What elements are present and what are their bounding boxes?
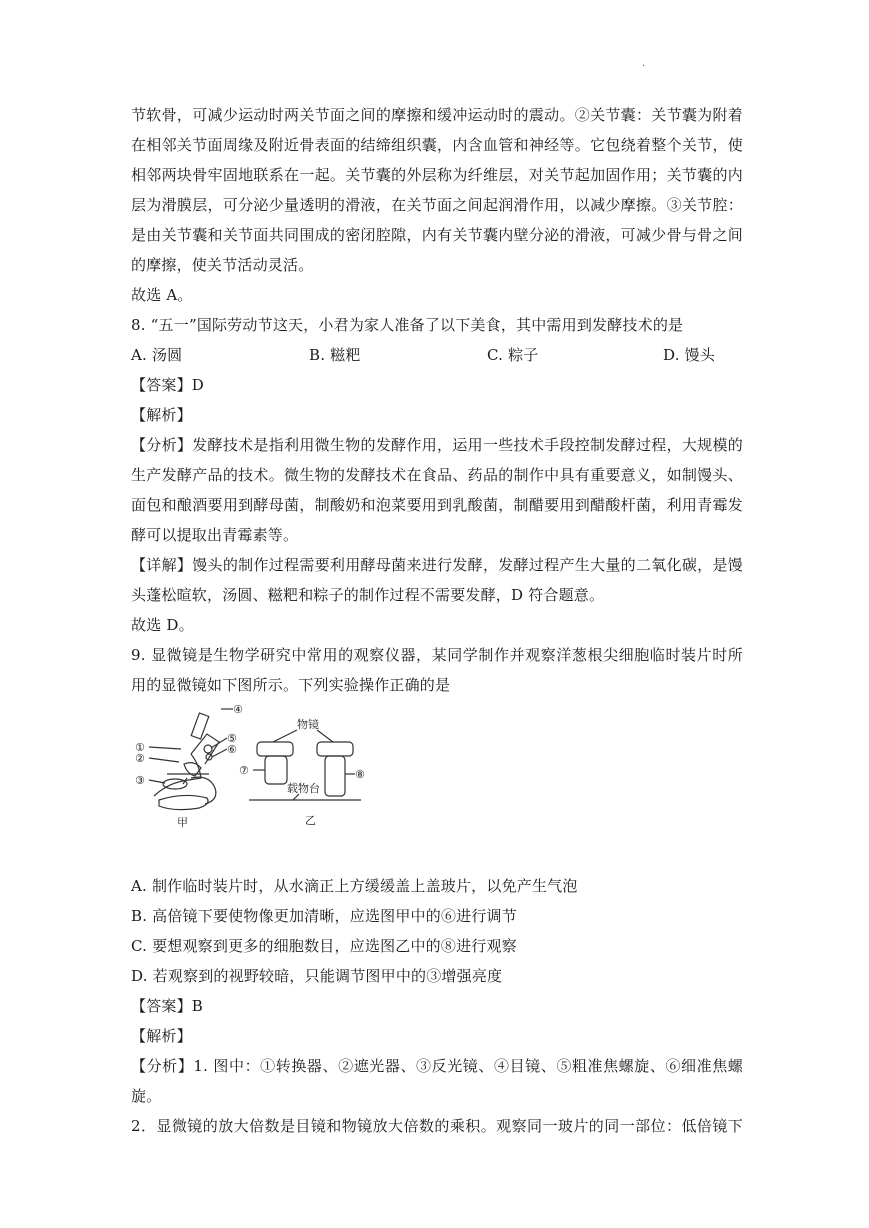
option-d: D. 若观察到的视野较暗，只能调节图甲中的③增强亮度: [131, 967, 503, 985]
analysis-heading: 【解析】: [131, 406, 192, 424]
text-line: 酵可以提取出青霉素等。: [131, 526, 299, 544]
figure-label: ⑦: [239, 764, 249, 777]
text-line: 【分析】1. 图中：①转换器、②遮光器、③反光镜、④目镜、⑤粗准焦螺旋、⑥细准焦螺: [131, 1057, 743, 1075]
analysis-heading: 【解析】: [131, 1027, 192, 1045]
microscope-diagram: [129, 704, 439, 864]
figure-label: ⑤: [227, 732, 237, 745]
text-line: 生产发酵产品的技术。微生物的发酵技术在食品、药品的制作中具有重要意义，如制馒头、: [131, 466, 743, 484]
figure-label: ③: [135, 774, 145, 787]
option-d: D. 馒头: [663, 346, 716, 364]
microscope-figure: [131, 704, 743, 869]
figure-label: ⑧: [355, 768, 365, 781]
figure-label-yi: 乙: [305, 814, 316, 827]
figure-label: ⑥: [227, 743, 237, 756]
option-a: A. 制作临时装片时，从水滴正上方缓缓盖上盖玻片，以免产生气泡: [131, 877, 578, 895]
figure-label-stage: 载物台: [287, 782, 320, 795]
text-line: 的摩擦，使关节活动灵活。: [131, 256, 314, 274]
question-9-stem: 9. 显微镜是生物学研究中常用的观察仪器，某同学制作并观察洋葱根尖细胞临时装片时所: [131, 646, 743, 664]
text-line: 在相邻关节面周缘及附近骨表面的结缔组织囊，内含血管和神经等。它包绕着整个关节，使: [131, 136, 743, 154]
document-body: [131, 100, 743, 1141]
text-line: 面包和酿酒要用到酵母菌，制酸奶和泡菜要用到乳酸菌，制醋要用到醋酸杆菌，利用青霉发: [131, 496, 743, 514]
option-b: B. 高倍镜下要使物像更加清晰，应选图甲中的⑥进行调节: [131, 907, 517, 925]
option-b: B. 糍粑: [309, 346, 361, 364]
text-line: 故选 A。: [131, 286, 193, 304]
text-line: 层为滑膜层，可分泌少量透明的滑液，在关节面之间起润滑作用，以减少摩擦。③关节腔：: [131, 196, 743, 214]
figure-label: ④: [233, 704, 243, 716]
text-line: 旋。: [131, 1087, 162, 1105]
page-dot: .: [642, 58, 646, 69]
option-a: A. 汤圆: [131, 346, 183, 364]
figure-label: ①: [135, 741, 145, 754]
text-line: 头蓬松暄软，汤圆、糍粑和粽子的制作过程不需要发酵，D 符合题意。: [131, 586, 605, 604]
answer-line: 【答案】D: [131, 376, 205, 394]
figure-label-jia: 甲: [177, 816, 188, 829]
option-c: C. 要想观察到更多的细胞数目，应选图乙中的⑧进行观察: [131, 937, 517, 955]
text-line: 故选 D。: [131, 616, 194, 634]
text-line: 是由关节囊和关节面共同围成的密闭腔隙，内有关节囊内壁分泌的滑液，可减少骨与骨之间: [131, 226, 743, 244]
text-line: 2．显微镜的放大倍数是目镜和物镜放大倍数的乘积。观察同一玻片的同一部位：低倍镜下: [131, 1117, 743, 1135]
figure-label-objective: 物镜: [297, 718, 319, 731]
question-8-stem: 8. “五一”国际劳动节这天，小君为家人准备了以下美食，其中需用到发酵技术的是: [131, 316, 684, 334]
figure-label: ②: [135, 752, 145, 765]
question-9-stem-cont: 用的显微镜如下图所示。下列实验操作正确的是: [131, 676, 451, 694]
text-line: 【详解】馒头的制作过程需要利用酵母菌来进行发酵，发酵过程产生大量的二氧化碳，是馒: [131, 556, 743, 574]
text-line: 【分析】发酵技术是指利用微生物的发酵作用，运用一些技术手段控制发酵过程，大规模的: [131, 436, 743, 454]
option-c: C. 粽子: [487, 346, 539, 364]
text-line: 相邻两块骨牢固地联系在一起。关节囊的外层称为纤维层，对关节起加固作用；关节囊的内: [131, 166, 743, 184]
answer-line: 【答案】B: [131, 997, 204, 1015]
text-line: 节软骨，可减少运动时两关节面之间的摩擦和缓冲运动时的震动。②关节囊：关节囊为附着: [131, 106, 743, 124]
question-8-options: [131, 340, 743, 370]
